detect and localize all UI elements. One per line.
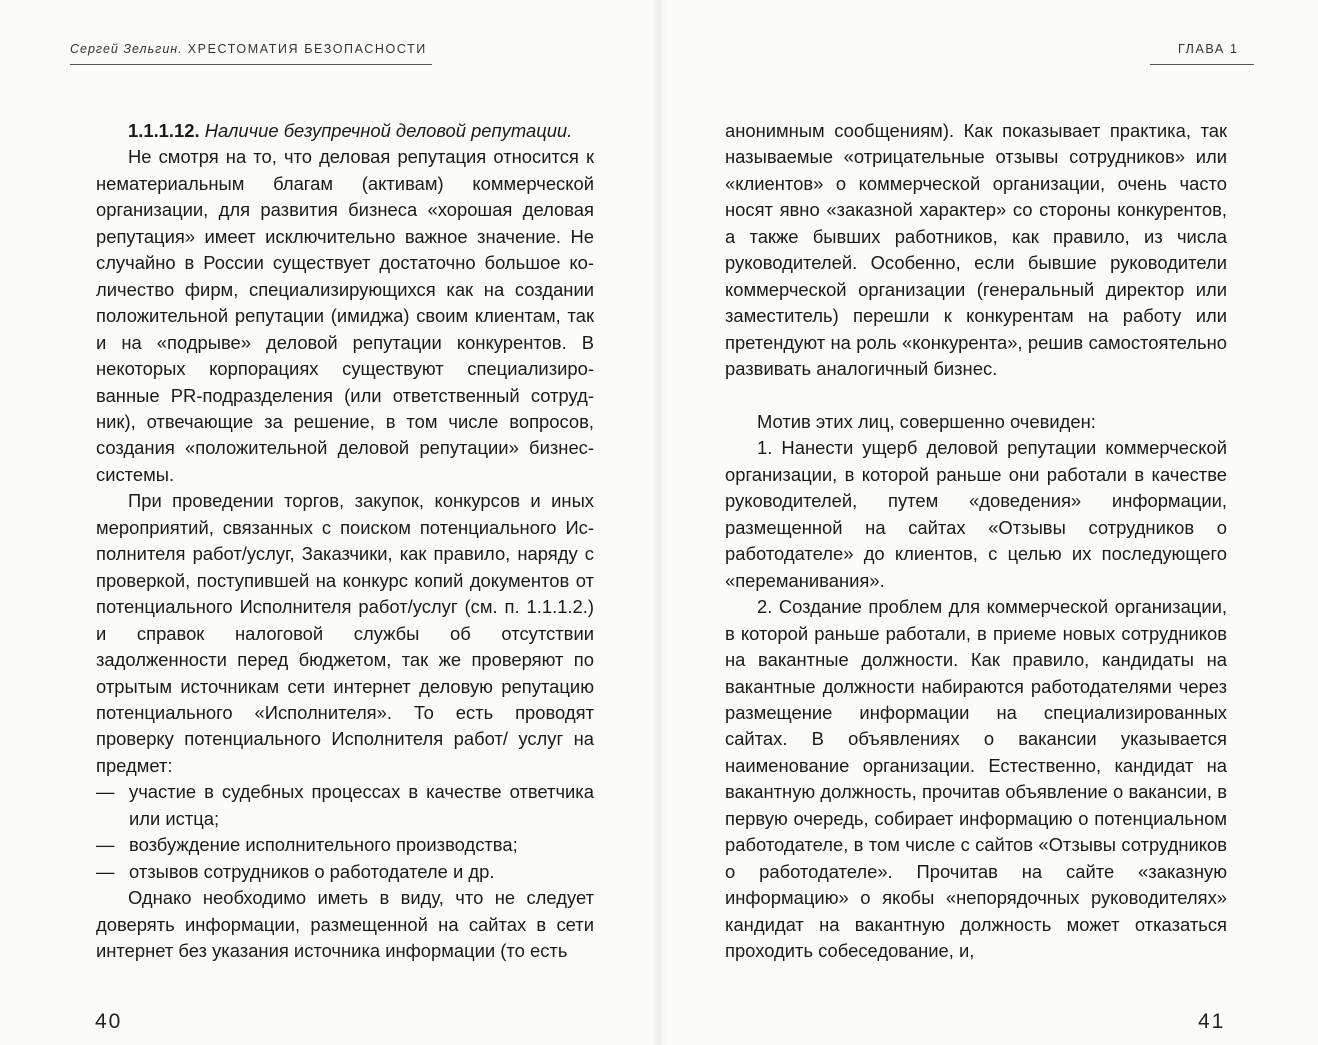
right-page — [659, 0, 1318, 1045]
list-item — [96, 779, 594, 832]
list-item-text: отзывов сотрудников о работодателе и др. — [129, 860, 495, 882]
right-paragraph-1: анонимным сообщениям). Как показывает практика, так называемые «отрицательные отзывы сотрудников» или «клиентов» о коммерческой организации, очень часто носят явно «заказной характер» со стороны конкурентов, а также бывших работников, как правило, из числа руководителей. Особенно, если бывшие руководители коммерческой организации (генеральный директор или заместитель) перешли к конкурентам на работу или претендуют на роль «конкурента», решив самостоятельно развивать аналогичный бизнес. — [725, 120, 1227, 380]
header-chapter: ГЛАВА 1 — [1178, 42, 1239, 56]
right-header-rule — [1150, 64, 1254, 65]
header-book-title: ХРЕСТОМАТИЯ БЕЗОПАСНОСТИ — [187, 42, 427, 56]
right-paragraph-3: 1. Нанести ущерб деловой репутации коммерческой организации, в которой раньше они работали в качестве руководителей, путем «доведения» информации, размещенной на сайтах «Отзывы сотрудников о работодателе» до клиентов, с целью их последующего «переманивания». — [725, 437, 1227, 591]
right-paragraph-2: Мотив этих лиц, совершенно очевиден: — [757, 410, 1096, 432]
section-heading — [96, 118, 594, 144]
paragraph-gap — [725, 383, 1227, 409]
left-page-number: 40 — [95, 1010, 123, 1033]
right-page-number: 41 — [1198, 1010, 1226, 1033]
left-body-text — [96, 118, 594, 965]
section-number: 1.1.1.12. — [128, 120, 200, 141]
left-paragraph-2: При проведении торгов, закупок, конкурсов и иных мероприятий, связанных с поиском потенциального Исполнителя работ/услуг, Заказчики, как правило, наряду с проверкой, поступившей на конкурс копий документов от потенциального Исполнителя работ/услуг (см. п. 1.1.1.2.) и справок налоговой службы об отсутствии задолженности перед бюджетом, так же проверяют по отрытым источникам сети интернет деловую репутацию потенциального «Исполнителя». То есть проводят проверку потенциального Исполнителя работ/ услуг на предмет: — [96, 490, 594, 776]
list-item — [96, 832, 594, 858]
left-header-rule — [70, 64, 432, 65]
list-item-text: возбуждение исполнительного производства; — [129, 834, 518, 856]
header-author: Сергей Зельгин. — [70, 42, 183, 56]
list-item-text: участие в судебных процессах в качестве ответчика или истца; — [129, 781, 594, 829]
left-paragraph-3: Однако необходимо иметь в виду, что не следует доверять информации, размещенной на сайтах в сети интернет без указания источника информации (то есть — [96, 887, 594, 962]
section-title: Наличие безупречной деловой репутации. — [204, 120, 573, 141]
right-running-head — [1178, 42, 1239, 56]
left-paragraph-1: Не смотря на то, что деловая репутация относится к нематериальным благам (активам) коммерческой организации, для развития бизнеса «хорошая деловая репутация» имеет исключительно важное значение. Не случайно в России существует достаточно большое количество фирм, специализирующихся как на создании положительной репутации (имиджа) своим клиентам, так и на «подрыве» деловой репутации конкурентов. В некоторых корпорациях существуют специализированные PR-подразделения (или ответственный сотрудник), отвечающие за решение, в том числе вопросов, создания «положительной деловой репутации» бизнес-системы. — [96, 146, 594, 485]
list-item — [96, 859, 594, 885]
right-body-text — [725, 118, 1227, 964]
list-dash: — — [96, 781, 115, 803]
left-running-head — [70, 42, 427, 56]
right-paragraph-4: 2. Создание проблем для коммерческой организации, в которой раньше работали, в приеме новых сотрудников на вакантные должности. Как правило, кандидаты на вакантные должности набираются работодателями через размещение информации на специализированных сайтах. В объявлениях о вакансии указывается наименование организации. Естественно, кандидат на вакантную должность, прочитав объявление о вакансии, в первую очередь, собирает информацию о потенциальном работодателе, в том числе с сайтов «Отзывы сотрудников о работодателе». Прочитав на сайте «заказную информацию» о якобы «непорядочных руководителях» кандидат на вакантную должность может отказаться проходить собеседование, и, — [725, 596, 1227, 962]
list-dash: — — [96, 834, 115, 856]
list-dash: — — [96, 860, 115, 882]
